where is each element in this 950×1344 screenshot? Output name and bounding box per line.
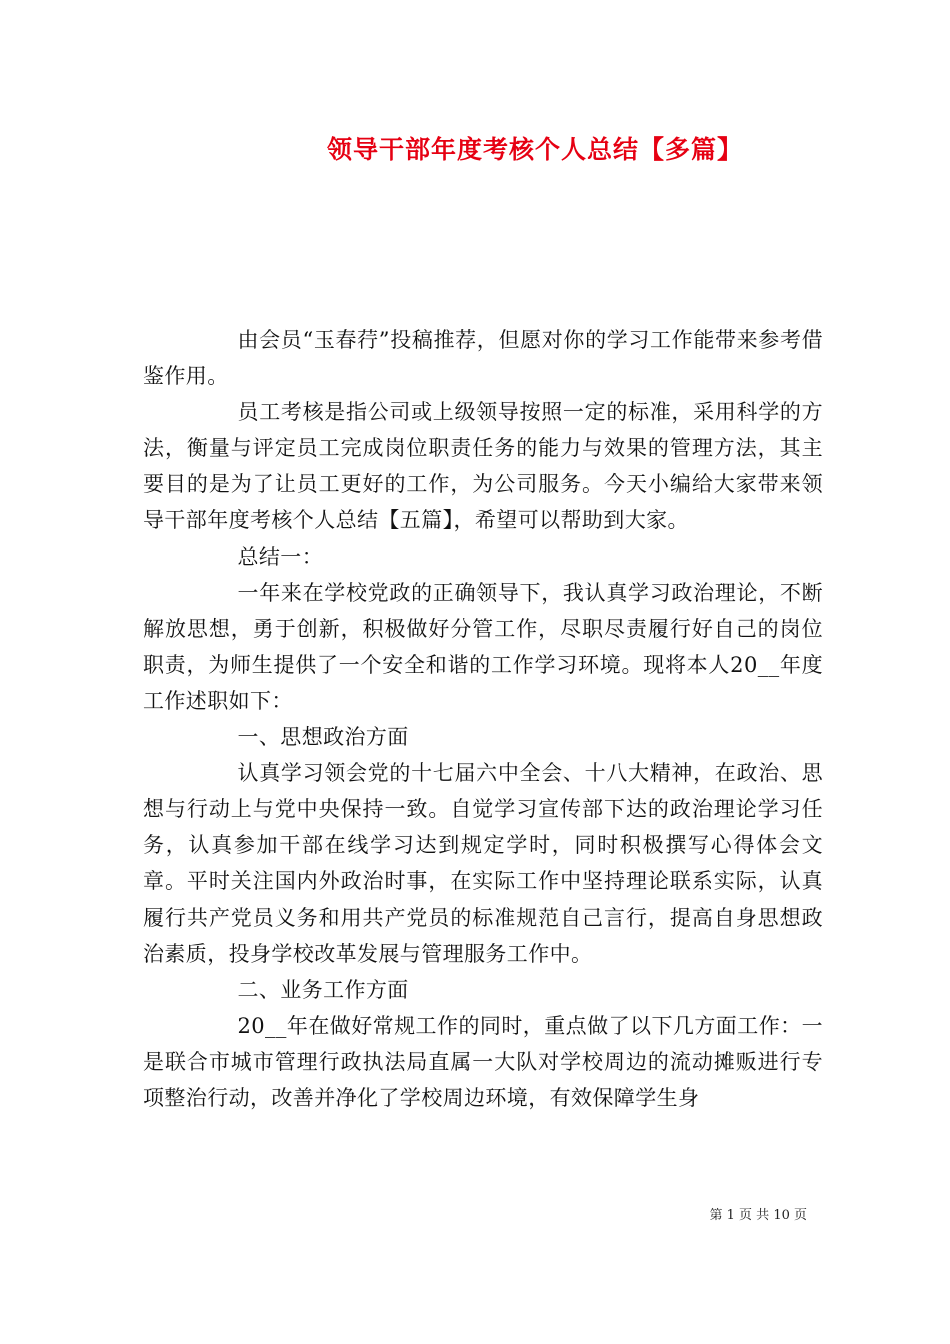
paragraph-summary-heading: 总结一： bbox=[237, 544, 324, 569]
paragraph-intro: 由会员“玉春荇”投稿推荐，但愿对你的学习工作能带来参考借鉴作用。 bbox=[143, 328, 823, 389]
paragraph-definition: 员工考核是指公司或上级领导按照一定的标准，采用科学的方法，衡量与评定员工完成岗位职责任务的能力与效果的管理方法，其主要目的是为了让员工更好的工作，为公司服务。今天小编给大家带来领导干部年度考核个人总结【五篇】，希望可以帮助到大家。 bbox=[143, 400, 823, 533]
paragraph-business: 20__年在做好常规工作的同时，重点做了以下几方面工作：一是联合市城市管理行政执法局直属一大队对学校周边的流动摊贩进行专项整治行动，改善并净化了学校周边环境，有效保障学生身 bbox=[143, 1013, 823, 1110]
page-number: 第 1 页 共 10 页 bbox=[709, 1208, 807, 1223]
paragraph-politics: 认真学习领会党的十七届六中全会、十八大精神，在政治、思想与行动上与党中央保持一致。自觉学习宣传部下达的政治理论学习任务，认真参加干部在线学习达到规定学时，同时积极撰写心得体会文章。平时关注国内外政治时事，在实际工作中坚持理论联系实际，认真履行共产党员义务和用共产党员的标准规范自己言行，提高自身思想政治素质，投身学校改革发展与管理服务工作中。 bbox=[143, 761, 823, 966]
document-title: 领导干部年度考核个人总结【多篇】 bbox=[326, 135, 743, 164]
paragraph-summary-opening: 一年来在学校党政的正确领导下，我认真学习政治理论，不断解放思想，勇于创新，积极做好分管工作，尽职尽责履行好自己的岗位职责，为师生提供了一个安全和谐的工作学习环境。现将本人20__年度工作述职如下： bbox=[143, 580, 823, 713]
section-heading-business: 二、业务工作方面 bbox=[237, 977, 409, 1002]
document-body bbox=[143, 322, 823, 1116]
section-heading-politics: 一、思想政治方面 bbox=[237, 725, 409, 750]
